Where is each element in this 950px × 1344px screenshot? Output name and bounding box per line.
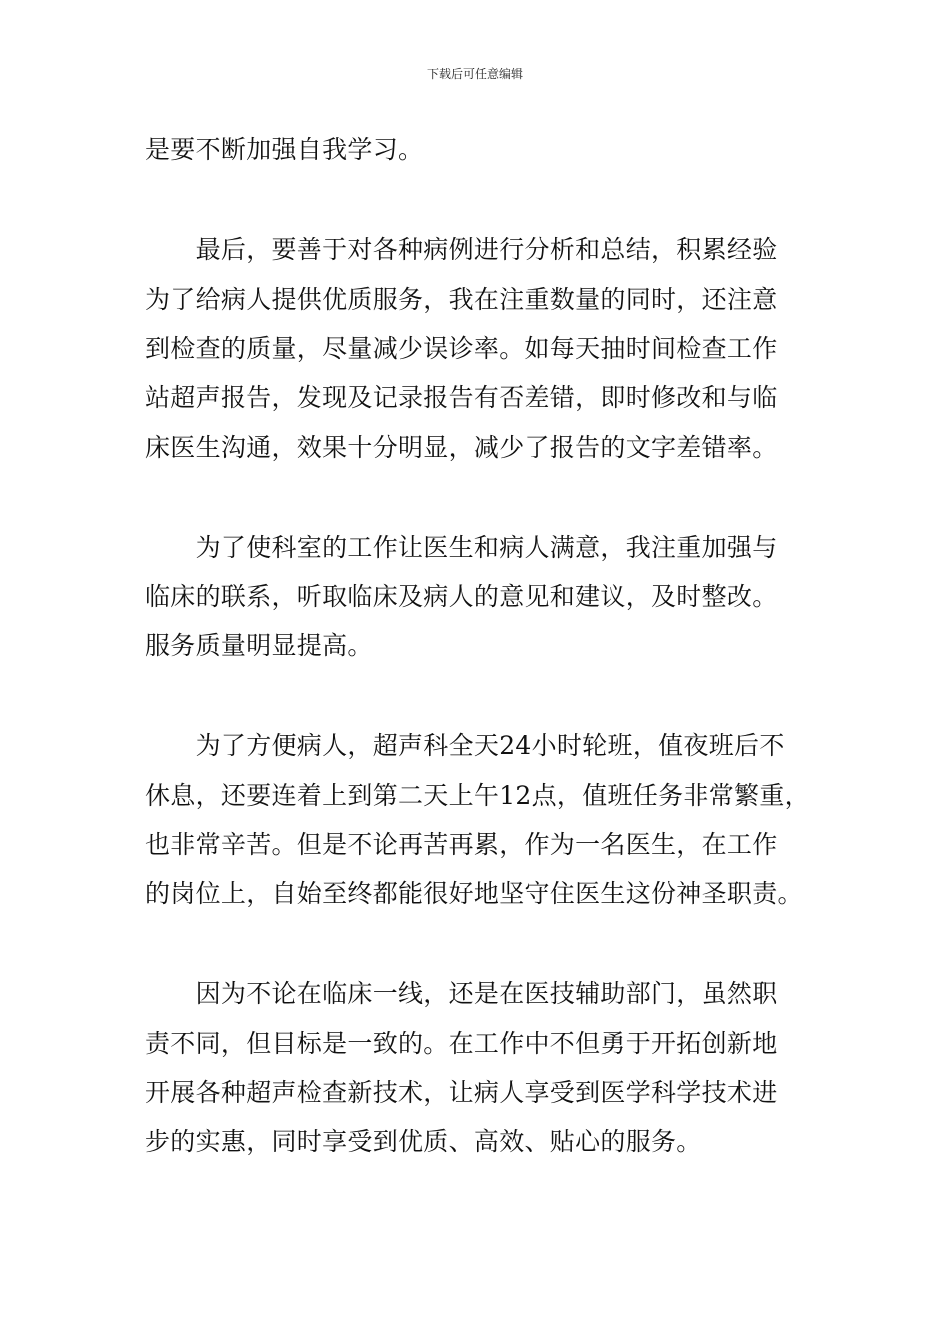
body-text-line: 是要不断加强自我学习。 — [145, 135, 424, 164]
body-text-line: 服务质量明显提高。 — [145, 631, 373, 660]
body-text-line: 最后，要善于对各种病例进行分析和总结，积累经验 — [145, 235, 778, 264]
body-text-line: 站超声报告，发现及记录报告有否差错，即时修改和与临 — [145, 383, 778, 412]
body-text-line: 到检查的质量，尽量减少误诊率。如每天抽时间检查工作 — [145, 334, 778, 363]
body-text-line: 开展各种超声检查新技术，让病人享受到医学科学技术进 — [145, 1078, 778, 1107]
body-text-line: 为了使科室的工作让医生和病人满意，我注重加强与 — [145, 533, 778, 562]
body-text-line: 为了给病人提供优质服务，我在注重数量的同时，还注意 — [145, 285, 778, 314]
page-header: 下载后可任意编辑 — [426, 67, 523, 81]
body-text-line: 床医生沟通，效果十分明显，减少了报告的文字差错率。 — [145, 433, 778, 462]
body-text-line: 为了方便病人，超声科全天24小时轮班，值夜班后不 — [145, 731, 785, 760]
body-text-line: 的岗位上，自始至终都能很好地坚守住医生这份神圣职责。 — [145, 879, 803, 908]
body-text-line: 因为不论在临床一线，还是在医技辅助部门，虽然职 — [145, 979, 778, 1008]
body-text-line: 责不同，但目标是一致的。在工作中不但勇于开拓创新地 — [145, 1029, 778, 1058]
body-text-line: 临床的联系，听取临床及病人的意见和建议，及时整改。 — [145, 582, 778, 611]
body-text-line: 步的实惠，同时享受到优质、高效、贴心的服务。 — [145, 1127, 702, 1156]
body-text-line: 休息，还要连着上到第二天上午12点，值班任务非常繁重， — [145, 781, 810, 810]
body-text-line: 也非常辛苦。但是不论再苦再累，作为一名医生，在工作 — [145, 830, 778, 859]
